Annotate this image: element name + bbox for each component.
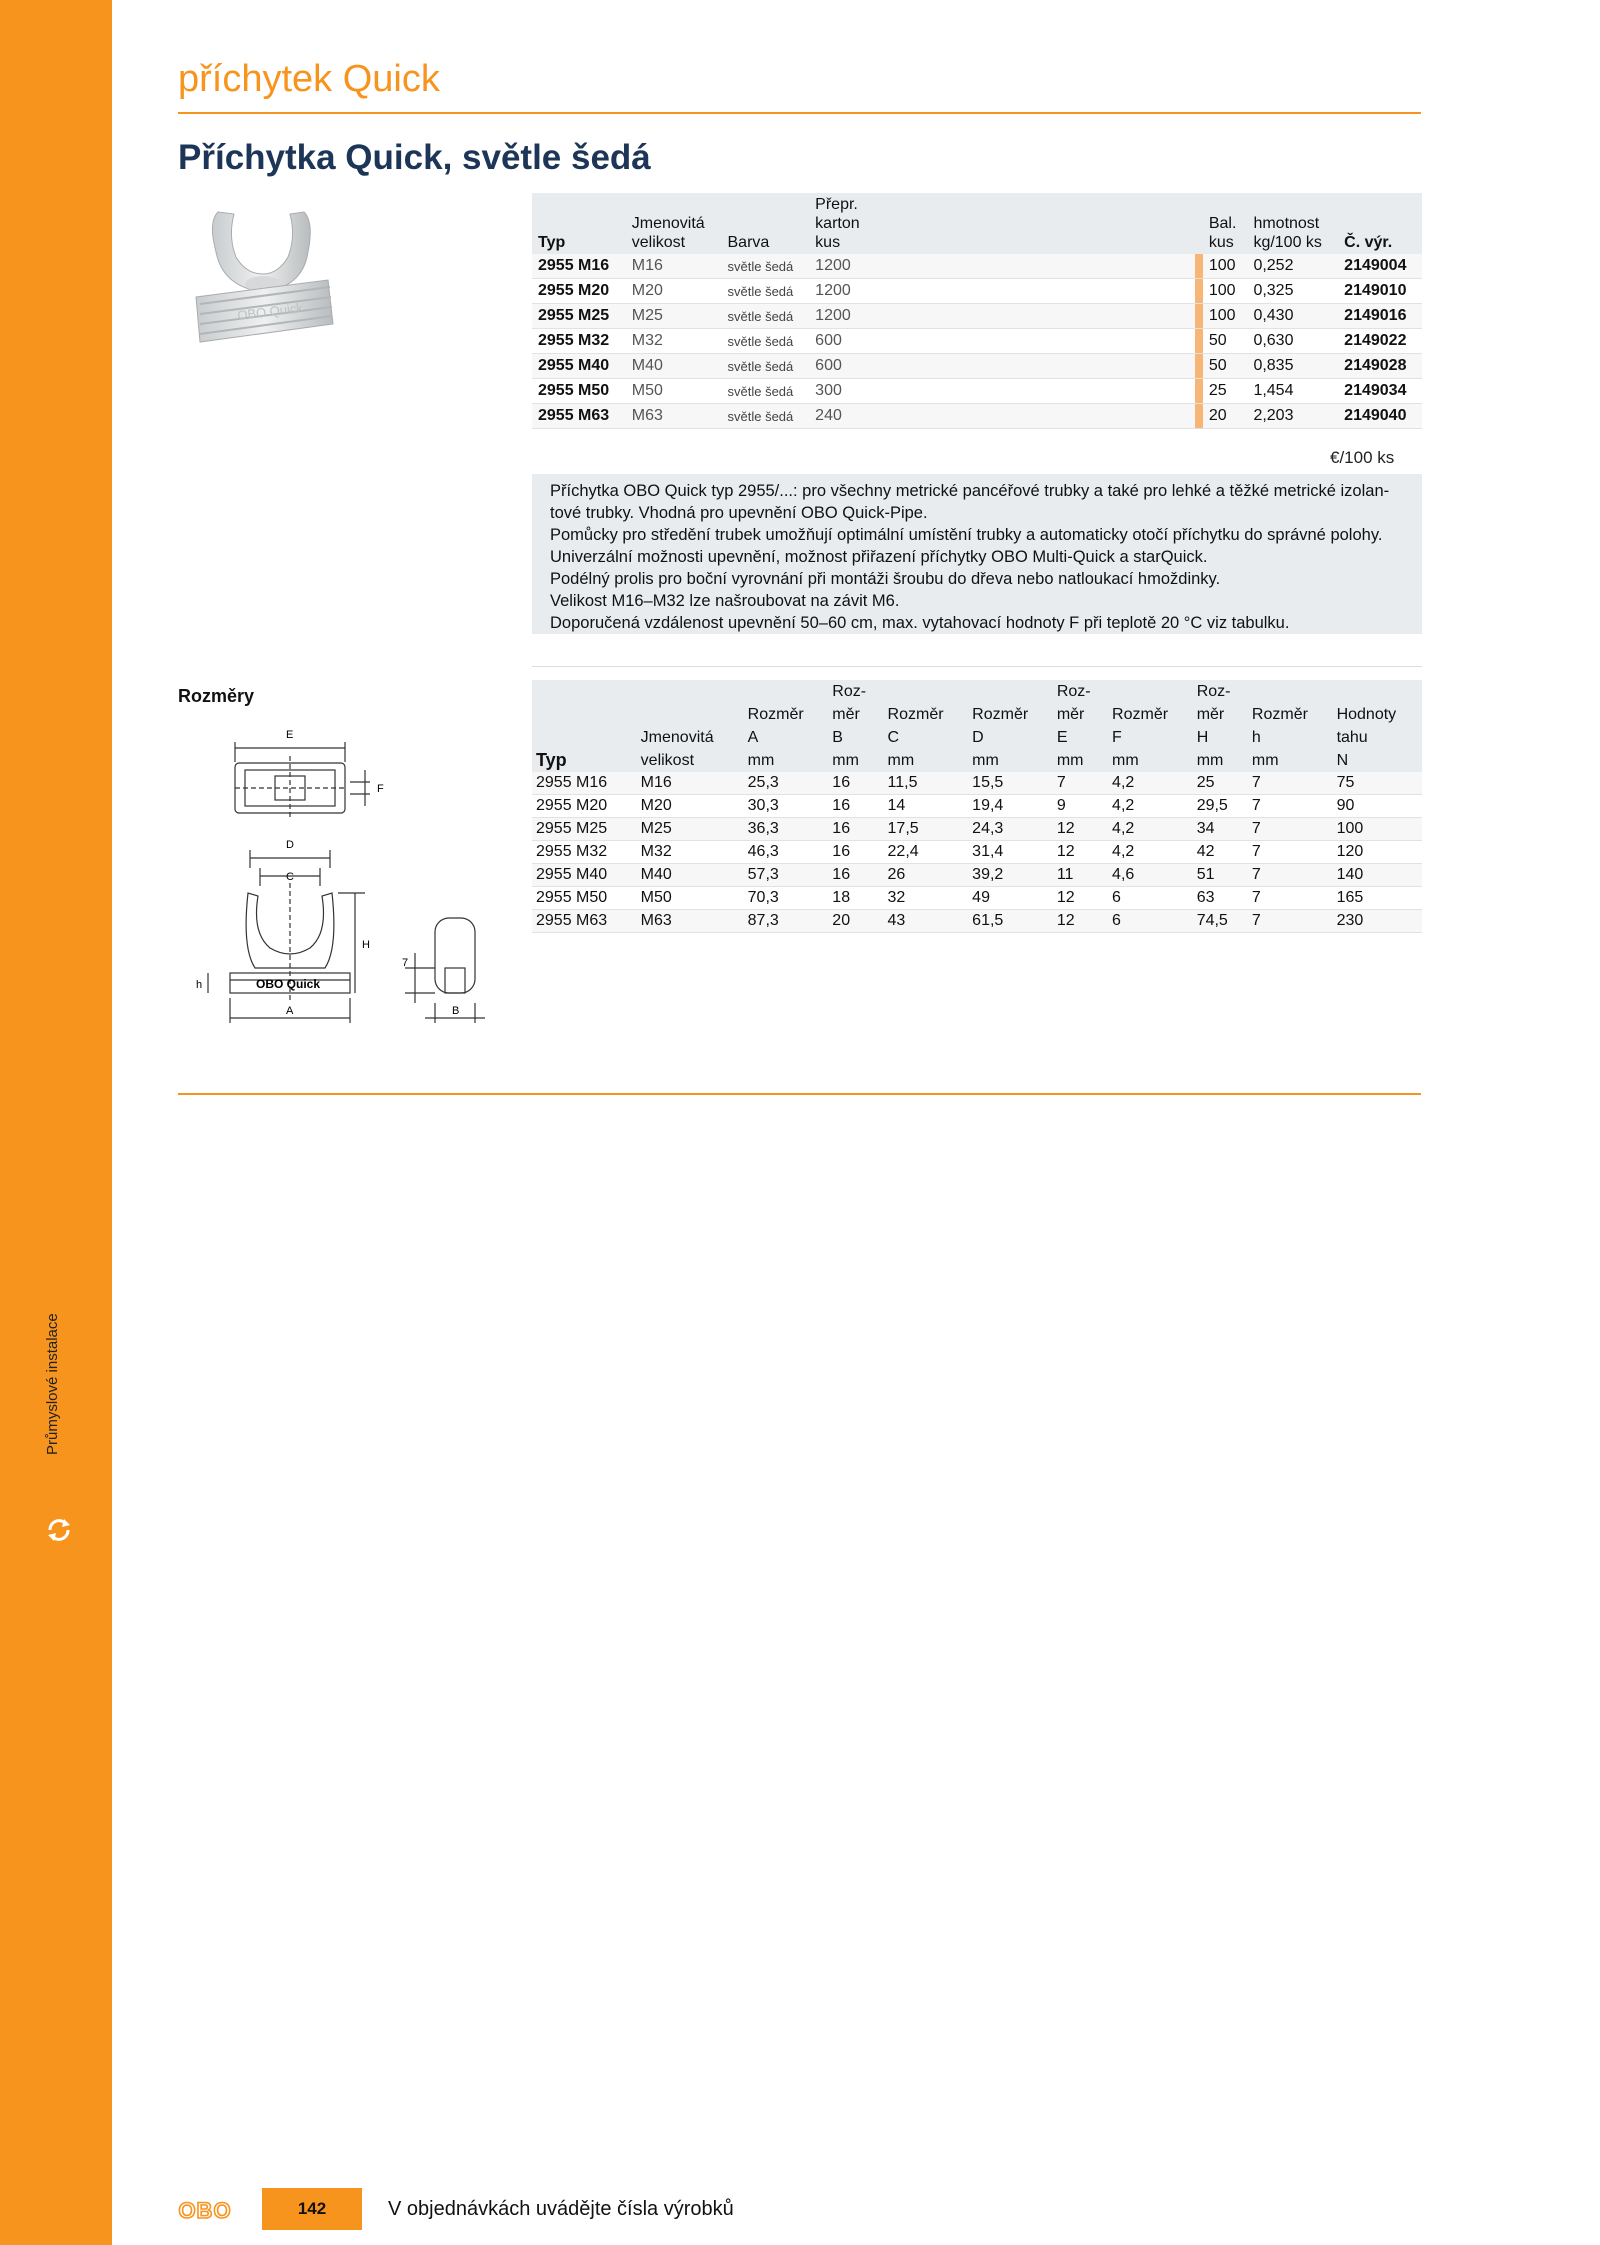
col-weight: hmotnost kg/100 ks — [1247, 193, 1338, 254]
dim-label-c: C — [286, 871, 294, 883]
table-row: 2955 M63 M63 světle šedá 240 20 2,203 2149040 — [532, 404, 1422, 429]
description-line: tové trubky. Vhodná pro upevnění OBO Quick-Pipe. — [550, 504, 928, 522]
table-row: 2955 M50 M50 světle šedá 300 25 1,454 2149034 — [532, 379, 1422, 404]
col-bar — [1195, 193, 1203, 254]
dim-header-row-1: Roz- Roz- Roz- — [532, 680, 1422, 703]
table-row: 2955 M25 M25 světle šedá 1200 100 0,430 2149016 — [532, 304, 1422, 329]
description-box — [532, 474, 1422, 634]
footer-note: V objednávkách uvádějte čísla výrobků — [388, 2198, 734, 2220]
page-number: 142 — [262, 2188, 362, 2230]
table-row: 2955 M25 M25 36,3 16 17,5 24,3 12 4,2 34 7 100 — [532, 818, 1422, 841]
content-bottom-divider — [178, 1093, 1421, 1095]
obo-logo — [168, 2198, 242, 2222]
order-table — [532, 193, 1422, 429]
col-size: Jmenovitá velikost — [626, 193, 722, 254]
dim-label-d: D — [286, 839, 294, 851]
description-line: Podélný prolis pro boční vyrovnání při montáži šroubu do dřeva nebo natloukací hmoždinky. — [550, 570, 1221, 588]
order-table-header — [532, 193, 1422, 254]
page-header-title: příchytek Quick — [178, 58, 440, 100]
price-unit: €/100 ks — [1330, 448, 1395, 467]
drawing-logo: OBO Quick — [256, 977, 321, 991]
table-row: 2955 M16 M16 25,3 16 11,5 15,5 7 4,2 25 7 75 — [532, 772, 1422, 795]
sidebar-label: Průmyslové instalace — [44, 1313, 61, 1455]
description-line: Pomůcky pro středění trubek umožňují optimální umístění trubky a automaticky otočí příchytku do správné polohy. — [550, 526, 1383, 544]
sidebar — [0, 0, 112, 2245]
table-row: 2955 M40 M40 světle šedá 600 50 0,835 2149028 — [532, 354, 1422, 379]
col-bal: Bal. kus — [1203, 193, 1248, 254]
svg-text:OBO Quick: OBO Quick — [236, 300, 304, 323]
description-line: Velikost M16–M32 lze našroubovat na závit M6. — [550, 592, 900, 610]
col-typ: Typ — [532, 193, 626, 254]
dim-label-f: F — [377, 783, 384, 795]
dim-label-b: B — [452, 1005, 460, 1017]
col-gap — [873, 193, 1195, 254]
product-title: Příchytka Quick, světle šedá — [178, 138, 651, 177]
technical-drawing — [190, 718, 520, 1028]
col-color: Barva — [722, 193, 810, 254]
table-row: 2955 M20 M20 světle šedá 1200 100 0,325 2149010 — [532, 279, 1422, 304]
dim-label-seven: 7 — [402, 957, 409, 969]
description-line: Univerzální možnosti upevnění, možnost přiřazení příchytky OBO Multi-Quick a starQuick. — [550, 548, 1208, 566]
dim-header-row-3: Jmenovitá A B C D E F H h tahu — [532, 726, 1422, 749]
header-divider — [178, 112, 1421, 114]
table-row: 2955 M40 M40 57,3 16 26 39,2 11 4,6 51 7 140 — [532, 864, 1422, 887]
product-photo — [178, 192, 348, 367]
dim-label-h-big: H — [362, 939, 370, 951]
table-row: 2955 M32 M32 světle šedá 600 50 0,630 2149022 — [532, 329, 1422, 354]
table-row: 2955 M63 M63 87,3 20 43 61,5 12 6 74,5 7 230 — [532, 910, 1422, 933]
dim-label-e: E — [286, 729, 294, 741]
col-box: Přepr. karton kus — [809, 193, 873, 254]
dim-header-row-2: Rozměr měr Rozměr Rozměr měr Rozměr měr Rozměr Hodnoty — [532, 703, 1422, 726]
table-row: 2955 M32 M32 46,3 16 22,4 31,4 12 4,2 42 7 120 — [532, 841, 1422, 864]
dimensions-table — [532, 680, 1422, 933]
dimensions-title: Rozměry — [178, 686, 255, 706]
table-row: 2955 M20 M20 30,3 16 14 19,4 9 4,2 29,5 7 90 — [532, 795, 1422, 818]
svg-text:OBO: OBO — [178, 2198, 232, 2222]
dim-header-row-4: Typ velikost mm mm mm mm mm mm mm mm N — [532, 749, 1422, 772]
dim-label-a: A — [286, 1005, 294, 1017]
col-article: Č. výr. — [1338, 193, 1422, 254]
table-row: 2955 M50 M50 70,3 18 32 49 12 6 63 7 165 — [532, 887, 1422, 910]
description-line: Příchytka OBO Quick typ 2955/...: pro všechny metrické pancéřové trubky a také pro lehké a těžké metrické izolan- — [550, 482, 1390, 500]
dim-label-h-small: h — [196, 979, 203, 991]
table-row: 2955 M16 M16 světle šedá 1200 100 0,252 2149004 — [532, 254, 1422, 279]
rotate-icon — [44, 1515, 74, 1545]
description-line: Doporučená vzdálenost upevnění 50–60 cm, max. vytahovací hodnoty F při teplotě 20 °C viz tabulku. — [550, 614, 1290, 632]
section-divider — [532, 666, 1422, 667]
